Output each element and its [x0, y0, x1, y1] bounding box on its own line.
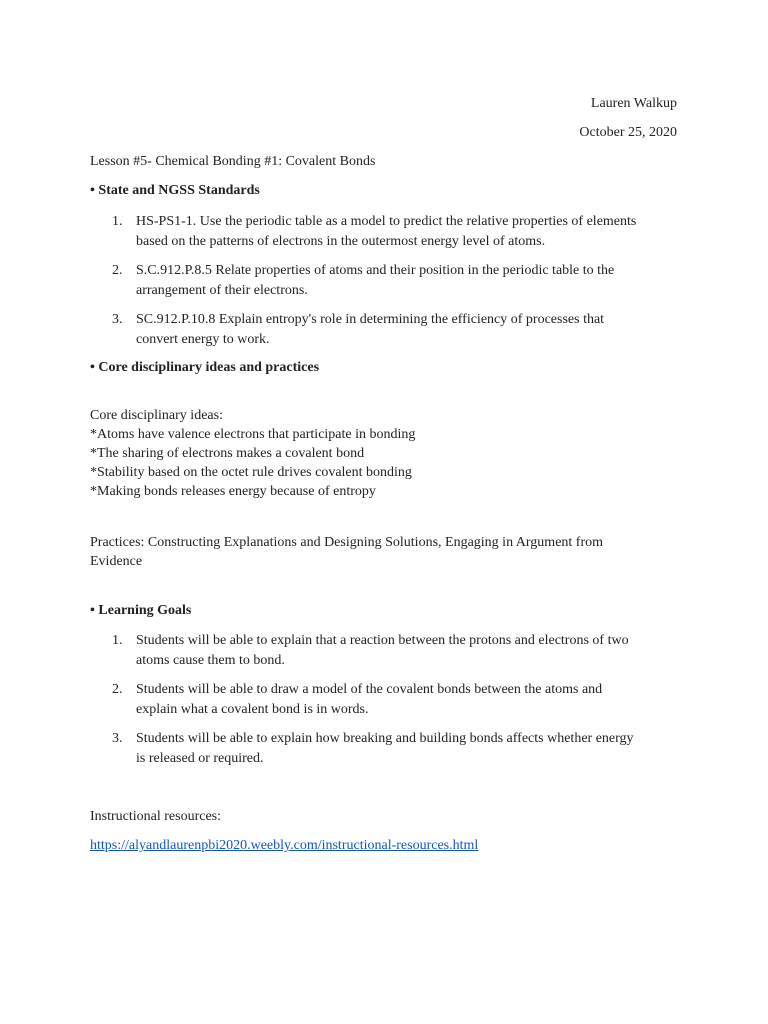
lesson-title: Lesson #5- Chemical Bonding #1: Covalent Bonds: [90, 154, 376, 169]
list-number: 2.: [112, 682, 123, 697]
core-ideas-block: [90, 406, 680, 501]
goal-item: [112, 680, 680, 719]
standard-text-line: HS-PS1-1. Use the periodic table as a model to predict the relative properties of elements: [136, 214, 637, 229]
practices-paragraph: [90, 533, 680, 571]
standards-item: [112, 261, 680, 300]
practices-text-line: Practices: Constructing Explanations and Designing Solutions, Engaging in Argument from: [90, 535, 604, 550]
goal-text-line: explain what a covalent bond is in words.: [136, 701, 369, 717]
list-number: 3.: [112, 312, 123, 327]
standards-item: [112, 212, 680, 251]
practices-text-line: Evidence: [90, 554, 143, 569]
goal-text-line: Students will be able to draw a model of the covalent bonds between the atoms and: [136, 682, 603, 697]
goal-item: [112, 729, 680, 768]
instructional-resources-link[interactable]: https://alyandlaurenpbi2020.weebly.com/instructional-resources.html: [90, 838, 479, 853]
standard-text-line: S.C.912.P.8.5 Relate properties of atoms and their position in the periodic table to the: [136, 263, 615, 278]
core-idea-item: *Atoms have valence electrons that participate in bonding: [90, 427, 416, 442]
list-number: 2.: [112, 263, 123, 278]
document-date: October 25, 2020: [579, 125, 677, 140]
list-number: 1.: [112, 633, 123, 648]
core-idea-item: *Making bonds releases energy because of entropy: [90, 484, 376, 499]
standard-text-line: arrangement of their electrons.: [136, 282, 308, 298]
goal-text-line: Students will be able to explain that a reaction between the protons and electrons of two: [136, 633, 629, 648]
resources-label: Instructional resources:: [90, 809, 222, 824]
goal-text-line: atoms cause them to bond.: [136, 652, 285, 668]
goal-item: [112, 631, 680, 670]
core-idea-item: *Stability based on the octet rule drives covalent bonding: [90, 465, 412, 480]
standards-heading: • State and NGSS Standards: [90, 183, 260, 198]
standard-text-line: based on the patterns of electrons in the outermost energy level of atoms.: [136, 233, 546, 249]
standard-text-line: convert energy to work.: [136, 331, 270, 347]
resources-link-row: [90, 836, 680, 855]
core-heading: • Core disciplinary ideas and practices: [90, 360, 320, 375]
standard-text-line: SC.912.P.10.8 Explain entropy's role in determining the efficiency of processes that: [136, 312, 605, 327]
core-ideas-label: Core disciplinary ideas:: [90, 408, 223, 423]
standards-item: [112, 310, 680, 349]
goal-text-line: Students will be able to explain how breaking and building bonds affects whether energy: [136, 731, 634, 746]
goals-heading: • Learning Goals: [90, 603, 192, 618]
core-idea-item: *The sharing of electrons makes a covalent bond: [90, 446, 365, 461]
list-number: 1.: [112, 214, 123, 229]
author-name: Lauren Walkup: [590, 96, 677, 111]
goal-text-line: is released or required.: [136, 750, 264, 766]
list-number: 3.: [112, 731, 123, 746]
